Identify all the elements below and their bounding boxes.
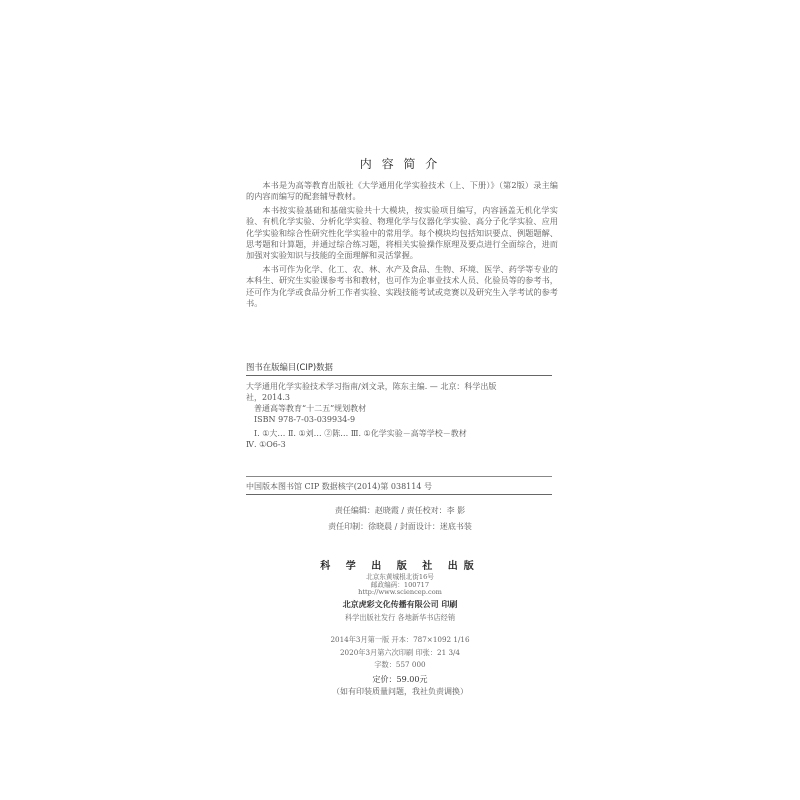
cip-top-rule <box>246 375 552 376</box>
price: 定价：59.00元 <box>372 675 428 684</box>
cip-line: 大学通用化学实验技术学习指南/刘文录，陈东主编. — 北京：科学出版 <box>246 382 497 391</box>
word-count: 字数：557 000 <box>374 660 426 669</box>
cip-number: 中国版本图书馆 CIP 数据核字(2014)第 038114 号 <box>246 482 432 491</box>
summary-paragraph: 本书是为高等教育出版社《大学通用化学实验技术（上、下册）》（第2版）录主编的内容而编写的配套辅导教材。 <box>246 180 558 202</box>
cip-classification: Ⅳ. ①O6-3 <box>246 440 286 449</box>
cip-line: 社，2014.3 <box>246 393 290 402</box>
design-credits: 责任印制：徐晓晨 / 封面设计：迷底书装 <box>328 522 472 531</box>
cip-classification: Ⅰ. ①大… Ⅱ. ①刘… ②陈… Ⅲ. ①化学实验－高等学校－教材 <box>254 429 467 438</box>
page-title: 内 容 简 介 <box>359 157 441 171</box>
printing-info: 2020年3月第六次印刷 印张：21 3/4 <box>339 648 461 657</box>
cip-line: 普通高等教育“十二五”规划教材 <box>254 404 367 413</box>
cip-header: 图书在版编目(CIP)数据 <box>246 362 333 372</box>
publisher-name: 科 学 出 版 社 出版 <box>320 561 480 572</box>
printer: 北京虎彩文化传播有限公司 印刷 <box>342 599 458 609</box>
distribution: 科学出版社发行 各地新华书店经销 <box>344 613 456 622</box>
cip-mid-rule <box>246 476 552 477</box>
cip-isbn: ISBN 978-7-03-039934-9 <box>254 415 356 424</box>
summary-paragraph: 本书可作为化学、化工、农、林、水产及食品、生物、环境、医学、药学等专业的本科生、研究生实验课参考书和教材，也可作为企事业技术人员、化验员等的参考书，还可作为化学或食品分析工作者实验、实践技能考试或竞赛以及研究生入学考试的参考书。 <box>246 263 558 309</box>
postcode: 邮政编码：100717 <box>370 581 430 589</box>
cip-data <box>246 381 556 450</box>
summary-paragraph: 本书按实验基础和基础实验共十大模块，按实验项目编写，内容涵盖无机化学实验、有机化学实验、分析化学实验、物理化学与仪器化学实验、高分子化学实验、应用化学实验和综合性研究性化学实验中的常用学。每个模块均包括知识要点、例题题解、思考题和计算题，并通过综合练习题，将相关实验操作原理及要点进行全面综合，进而加强对实验知识与技能的全面理解和灵活掌握。 <box>246 204 558 261</box>
content-summary <box>246 180 558 311</box>
quality-notice: （如有印装质量问题，我社负责调换） <box>332 687 468 696</box>
cip-bottom-rule <box>246 494 552 495</box>
website: http://www.sciencep.com <box>358 588 442 596</box>
edition-info: 2014年3月第一版 开本：787×1092 1/16 <box>330 635 470 644</box>
editor-credits: 责任编辑：赵晓霞 / 责任校对：李 影 <box>334 506 466 515</box>
publisher-address: 北京东黄城根北街16号 <box>366 573 434 581</box>
